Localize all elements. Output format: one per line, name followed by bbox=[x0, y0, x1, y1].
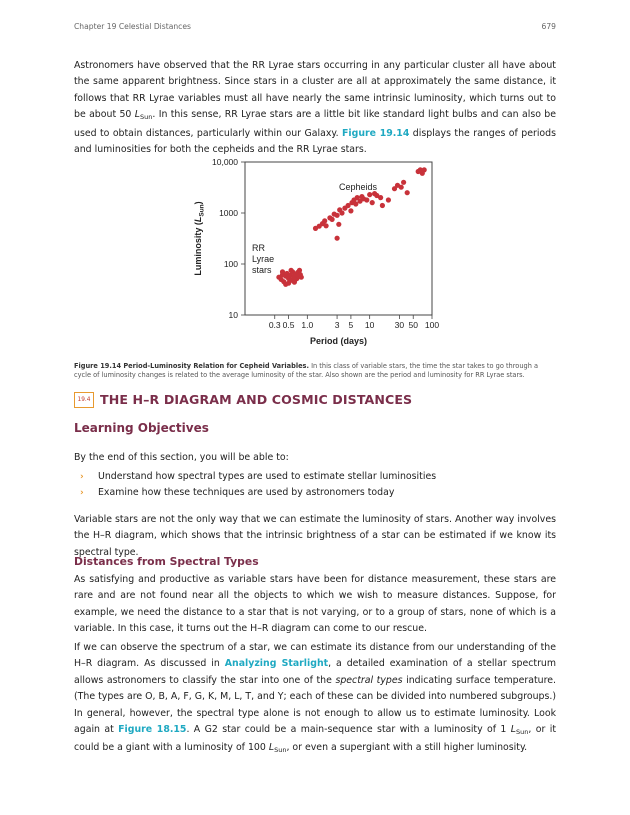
italic-term: spectral types bbox=[335, 674, 403, 686]
y-axis-label: Luminosity $(L_{Sun})$ bbox=[193, 201, 206, 276]
text-run: If we can observe the spectrum of a star, we can estimate its distance from our understanding of the H–R diagram. As discussed in bbox=[74, 642, 556, 670]
x-tick-label: 0.5 bbox=[282, 320, 295, 330]
x-tick-label: 30 bbox=[394, 320, 405, 330]
luminosity-symbol: L bbox=[268, 742, 275, 754]
caption-label: Figure 19.14 Period-Luminosity Relation for Cepheid Variables. bbox=[74, 362, 309, 370]
text-run: displays the ranges of periods and luminosities for both the cepheids and the RR Lyrae stars. bbox=[74, 127, 557, 156]
cepheid-point bbox=[364, 197, 369, 202]
text-run: , a detailed examination of a stellar spectrum allows astronomers to classify the star into one of the bbox=[74, 658, 556, 686]
cepheid-point bbox=[336, 222, 341, 227]
objective-text: Examine how these techniques are used by astronomers today bbox=[98, 487, 395, 499]
y-tick-label: 100 bbox=[223, 259, 238, 269]
luminosity-subscript: Sun bbox=[274, 746, 287, 755]
rr-lyrae-label-line: RR bbox=[252, 243, 265, 253]
paragraph-distances-2 bbox=[74, 640, 556, 759]
section-title: THE H–R DIAGRAM AND COSMIC DISTANCES bbox=[100, 392, 413, 407]
cepheid-point bbox=[324, 223, 329, 228]
section-heading bbox=[74, 392, 556, 410]
section-number: 19.4 bbox=[74, 392, 94, 408]
chevron-right-icon: › bbox=[80, 472, 84, 482]
paragraph-rr-lyrae bbox=[74, 58, 556, 158]
period-luminosity-chart bbox=[180, 155, 450, 355]
cepheid-point bbox=[386, 197, 391, 202]
learning-intro: By the end of this section, you will be able to: bbox=[74, 452, 289, 463]
text-run: Astronomers have observed that the RR Lyrae stars occurring in any particular cluster all have about the same apparent brightness. Since stars in a cluster are all at approximately the same distance, it follows that RR Lyrae variables must all have nearly the same intrinsic luminosity, which turns out to be about 50 bbox=[74, 60, 556, 121]
text-run: , or even a supergiant with a still higher luminosity. bbox=[286, 742, 528, 754]
cepheid-point bbox=[378, 195, 383, 200]
cepheid-point bbox=[401, 180, 406, 185]
figure-caption bbox=[74, 362, 556, 380]
text-run: . In this sense, RR Lyrae stars are a little bit like standard light bulbs and can also be used to obtain distances, particularly within our Galaxy. bbox=[74, 109, 557, 139]
cepheid-point bbox=[330, 217, 335, 222]
paragraph-variable-stars: Variable stars are not the only way that we can estimate the luminosity of stars. Another way involves the H–R diagram, which shows that the intrinsic brightness of a star can be estimated if we know its spectral type. bbox=[74, 514, 556, 558]
cepheid-point bbox=[422, 167, 427, 172]
cepheid-point bbox=[335, 236, 340, 241]
y-tick-label: 10 bbox=[228, 310, 238, 320]
x-tick-label: 3 bbox=[334, 320, 340, 330]
cepheids-label: Cepheids bbox=[338, 182, 378, 192]
figure-link[interactable]: Figure 18.15 bbox=[118, 724, 187, 736]
x-tick-label: 5 bbox=[348, 320, 354, 330]
cepheid-point bbox=[370, 200, 375, 205]
x-tick-label: 10 bbox=[364, 320, 375, 330]
analyzing-starlight-link[interactable]: Analyzing Starlight bbox=[224, 658, 329, 670]
rr-lyrae-point bbox=[292, 278, 297, 283]
learning-objectives-title: Learning Objectives bbox=[74, 421, 209, 435]
rr-lyrae-label-line: Lyrae bbox=[252, 254, 275, 264]
cepheid-point bbox=[348, 208, 353, 213]
cepheid-point bbox=[405, 190, 410, 195]
luminosity-subscript: Sun bbox=[139, 113, 153, 122]
figure-link[interactable]: Figure 19.14 bbox=[342, 127, 410, 139]
text-run: , or it could be a giant with a luminosity of 100 bbox=[74, 724, 556, 754]
y-tick-label: 1000 bbox=[219, 208, 238, 218]
y-tick-label: 10,000 bbox=[212, 157, 238, 167]
cepheid-point bbox=[367, 192, 372, 197]
list-item bbox=[80, 485, 436, 501]
chapter-title: Chapter 19 Celestial Distances bbox=[74, 22, 191, 31]
rr-lyrae-point bbox=[280, 269, 285, 274]
luminosity-symbol: L bbox=[134, 109, 140, 121]
text-run: . A G2 star could be a main-sequence star with a luminosity of 1 bbox=[186, 724, 511, 736]
objective-text: Understand how spectral types are used to estimate stellar luminosities bbox=[98, 471, 437, 482]
rr-lyrae-point bbox=[289, 268, 294, 273]
cepheid-point bbox=[335, 213, 340, 218]
caption-text: In this class of variable stars, the time the star takes to go through a cycle of luminosity changes is related to the average luminosity of the star. Also shown are the period and luminosity for RR Lyrae stars. bbox=[74, 362, 539, 379]
x-tick-label: 100 bbox=[424, 320, 440, 330]
x-tick-label: 1.0 bbox=[301, 320, 314, 330]
rr-lyrae-label-line: stars bbox=[252, 265, 272, 275]
subsection-heading: Distances from Spectral Types bbox=[74, 555, 259, 568]
cepheid-point bbox=[399, 185, 404, 190]
list-item bbox=[80, 469, 436, 485]
cepheid-point bbox=[339, 210, 344, 215]
rr-lyrae-point bbox=[299, 275, 304, 280]
cepheid-point bbox=[322, 218, 327, 223]
chevron-right-icon: › bbox=[80, 488, 84, 499]
x-axis-label: Period (days) bbox=[309, 336, 368, 346]
x-tick-label: 50 bbox=[408, 320, 418, 330]
luminosity-symbol: L bbox=[510, 724, 517, 736]
cepheid-point bbox=[380, 203, 385, 208]
luminosity-subscript: Sun bbox=[516, 728, 529, 737]
text-run: indicating surface temperature. (The types are O, B, A, F, G, K, M, L, T, and Y; each of these can be divided into numbered subgroups.) In general, however, the spectral type alone is not enough to allow us to estimate luminosity. Look again at bbox=[74, 674, 557, 736]
x-tick-label: 0.3 bbox=[268, 320, 281, 330]
objectives-list bbox=[80, 469, 436, 502]
page-number: 679 bbox=[541, 22, 556, 31]
rr-lyrae-point bbox=[283, 282, 288, 287]
paragraph-distances-1: As satisfying and productive as variable stars have been for distance measurement, these stars are rare and are not found near all the objects to which we wish to measure distances. Suppose, for example, we need the distance to a star that is not varying, or to a group of stars, none of which is a variable. In this case, it turns out the H–R diagram can come to our rescue. bbox=[74, 574, 556, 635]
